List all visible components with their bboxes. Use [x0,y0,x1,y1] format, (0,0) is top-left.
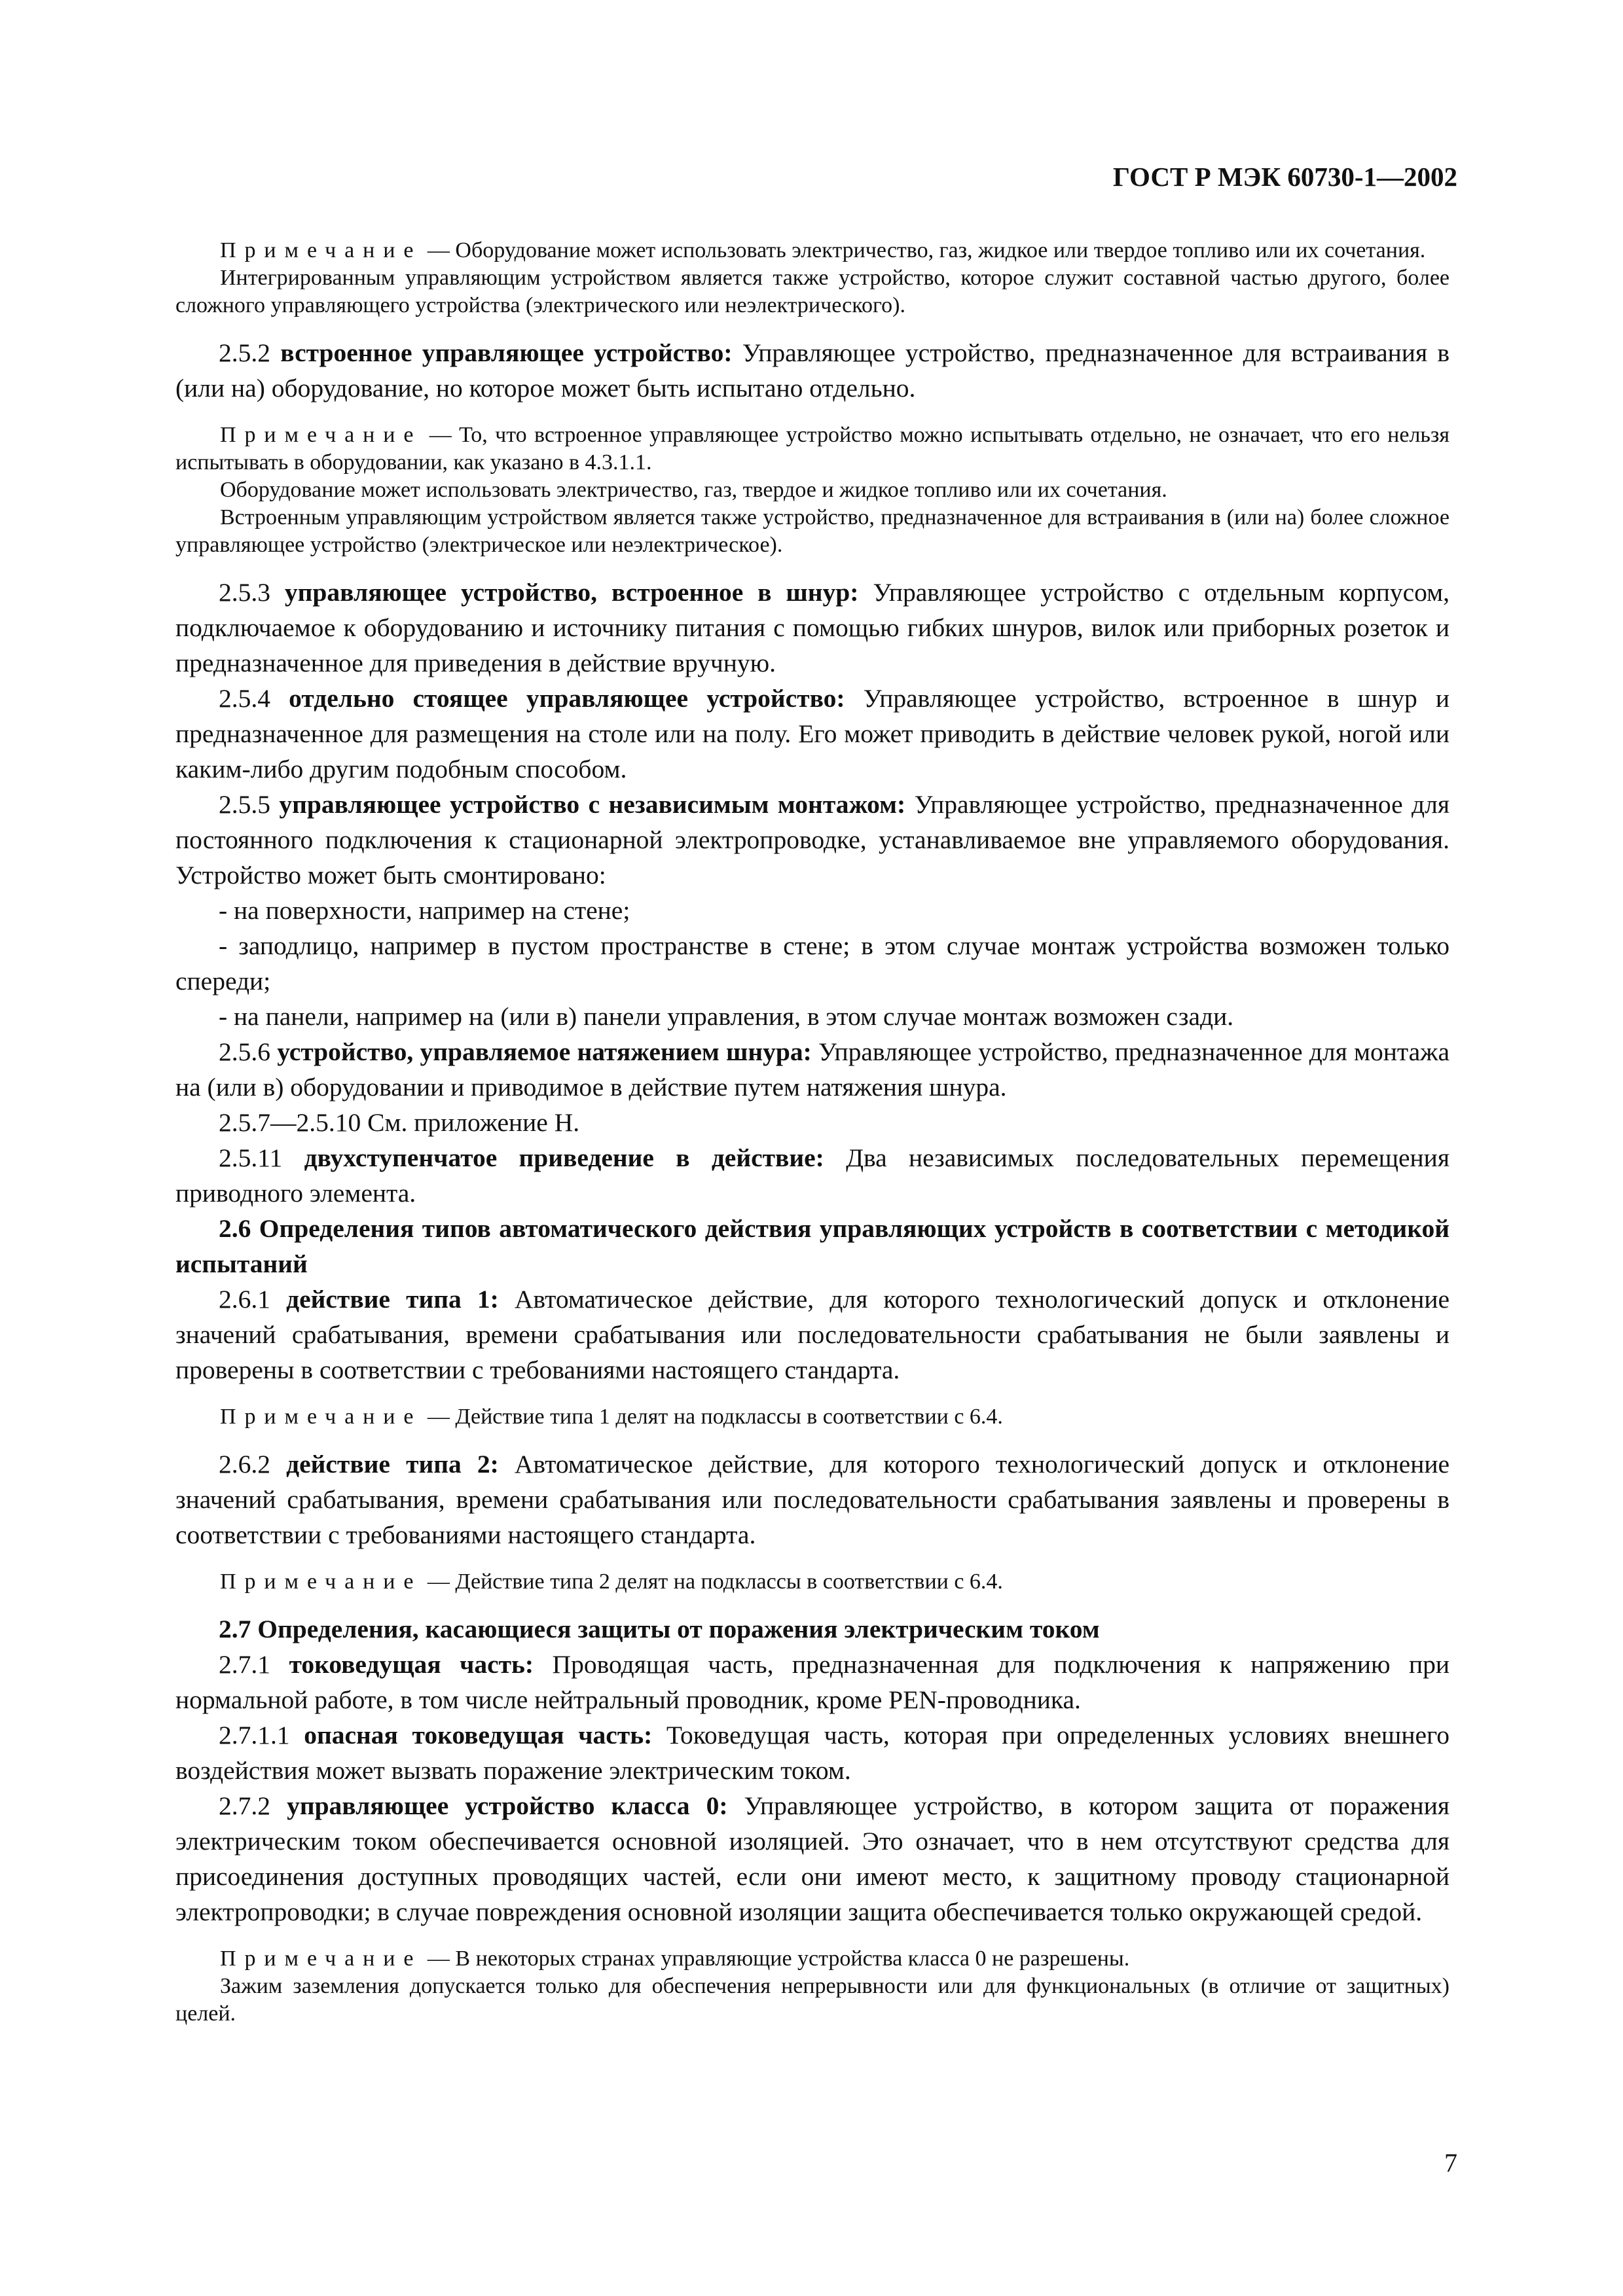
clause-number: 2.5.5 [219,790,280,819]
note-text: Действие типа 2 делят на подклассы в соответствии с 6.4. [455,1570,1003,1594]
definition: Управляющее устройство с отдельным корпусом, подключаемое к оборудованию и источнику питания с помощью гибких шнуров, вилок или приборных розеток и предназначенное для приведения в действие вручную. [175,578,1450,677]
note-dash: — [422,1405,456,1429]
definition: Управляющее устройство, предназначенное для встраивания в (или на) оборудование, но которое может быть испытано отдельно. [175,338,1450,403]
note-extra-2-7-2: Зажим заземления допускается только для обеспечения непрерывности или для функциональных (в отличие от защитных) целей. [175,1974,1450,2026]
note-label: Примечание [220,1570,422,1594]
paragraph-2-5-4 [175,681,1450,787]
heading-text: 2.7 Определения, касающиеся защиты от поражения электрическим током [219,1615,1100,1643]
note-text: То, что встроенное управляющее устройство можно испытывать отдельно, не означает, что его нельзя испытывать в оборудовании, как указано в 4.3.1.1. [175,423,1450,475]
paragraph-2-7-1 [175,1647,1450,1717]
clause-number: 2.5.4 [219,684,289,713]
definition: Проводящая часть, предназначенная для подключения к напряжению при нормальной работе, в том числе нейтральный проводник, кроме PEN-проводника. [175,1650,1450,1714]
document-body [175,237,1450,2028]
clause-number: 2.7.1.1 [219,1721,304,1749]
clause-number: 2.5.3 [219,578,285,607]
note-2-5-2 [175,422,1450,476]
paragraph-2-5-6 [175,1034,1450,1105]
note-extra-2-5-1: Интегрированным управляющим устройством является также устройство, которое служит составной частью другого, более сложного управляющего устройства (электрического или неэлектрического). [175,266,1450,317]
note-extra-2-5-2-b: Встроенным управляющим устройством является также устройство, предназначенное для встраивания в (или на) более сложное управляющее устройство (электрическое или неэлектрическое). [175,505,1450,557]
definition: Управляющее устройство, предназначенное для постоянного подключения к стационарной электропроводке, устанавливаемое вне управляемого оборудования. Устройство может быть смонтировано: [175,790,1450,889]
paragraph-2-5-7: 2.5.7—2.5.10 См. приложение Н. [219,1108,580,1137]
clause-number: 2.5.6 [219,1037,278,1066]
definition: Автоматическое действие, для которого технологический допуск и отклонение значений срабатывания, времени срабатывания или последовательности срабатывания не были заявлены и проверены в соответствии с требованиями настоящего стандарта. [175,1285,1450,1384]
term: устройство, управляемое натяжением шнура: [277,1037,812,1066]
note-label: Примечание [220,238,422,262]
note-2-7-2 [175,1945,1450,1973]
note-label: Примечание [220,1405,422,1429]
definition: Управляющее устройство, в котором защита от поражения электрическим током обеспечивается основной изоляцией. Это означает, что в нем отсутствуют средства для присоединения доступных проводящих частей, если они имеют место, к защитному проводу стационарной электропроводки; в случае повреждения основной изоляции защита обеспечивается только окружающей средой. [175,1791,1450,1926]
term: двухступенчатое приведение в действие: [304,1143,824,1172]
definition: Автоматическое действие, для которого технологический допуск и отклонение значений срабатывания, времени срабатывания или последовательности срабатывания заявлены и проверены в соответствии с требованиями настоящего стандарта. [175,1450,1450,1549]
note-dash: — [422,423,460,447]
standard-header: ГОСТ Р МЭК 60730-1—2002 [1112,162,1457,192]
clause-number: 2.6.2 [219,1450,287,1479]
clause-number: 2.5.2 [219,338,281,367]
note-2-6-2 [175,1568,1450,1596]
paragraph-2-5-5 [175,787,1450,893]
term: управляющее устройство класса 0: [287,1791,728,1820]
heading-text: 2.6 Определения типов автоматического действия управляющих устройств в соответствии с методикой испытаний [175,1214,1450,1278]
term: встроенное управляющее устройство: [280,338,733,367]
note-text: Оборудование может использовать электричество, газ, жидкое или твердое топливо или их сочетания. [455,238,1426,262]
note-dash: — [422,238,456,262]
note-dash: — [422,1570,456,1594]
list-item: - на поверхности, например на стене; [219,896,630,925]
note-label: Примечание [220,423,422,447]
clause-number: 2.7.2 [219,1791,287,1820]
definition: Управляющее устройство, предназначенное для монтажа на (или в) оборудовании и приводимое в действие путем натяжения шнура. [175,1037,1450,1102]
paragraph-2-5-11 [175,1140,1450,1211]
paragraph-2-5-3 [175,575,1450,681]
term: опасная токоведущая часть: [304,1721,653,1749]
clause-number: 2.7.1 [219,1650,289,1679]
paragraph-2-7-2 [175,1788,1450,1929]
definition: Два независимых последовательных перемещения приводного элемента. [175,1143,1450,1208]
list-item: - на панели, например на (или в) панели управления, в этом случае монтаж возможен сзади. [219,1002,1234,1031]
clause-number: 2.5.11 [219,1143,304,1172]
paragraph-2-6-1 [175,1282,1450,1388]
list-item: - заподлицо, например в пустом пространстве в стене; в этом случае монтаж устройства возможен только спереди; [175,931,1450,996]
paragraph-2-5-2 [175,335,1450,406]
note-extra-2-5-2-a: Оборудование может использовать электричество, газ, твердое и жидкое топливо или их сочетания. [220,478,1167,502]
page-number: 7 [1444,2148,1457,2178]
note-2-6-1 [175,1403,1450,1431]
term: управляющее устройство с независимым монтажом: [279,790,906,819]
term: отдельно стоящее управляющее устройство: [289,684,845,713]
paragraph-2-6-2 [175,1446,1450,1552]
term: управляющее устройство, встроенное в шнур: [284,578,859,607]
note-dash: — [422,1946,456,1971]
paragraph-2-7-1-1 [175,1717,1450,1788]
definition: Управляющее устройство, встроенное в шнур и предназначенное для размещения на столе или на полу. Его может приводить в действие человек рукой, ногой или каким-либо другим подобным способом. [175,684,1450,783]
section-heading-2-6 [175,1211,1450,1282]
section-heading-2-7 [175,1611,1450,1647]
note-text: Действие типа 1 делят на подклассы в соответствии с 6.4. [455,1405,1003,1429]
term: токоведущая часть: [289,1650,534,1679]
note-label: Примечание [220,1946,422,1971]
term: действие типа 2: [286,1450,499,1479]
note-text: В некоторых странах управляющие устройства класса 0 не разрешены. [455,1946,1130,1971]
definition: Токоведущая часть, которая при определенных условиях внешнего воздействия может вызвать поражение электрическим током. [175,1721,1450,1785]
term: действие типа 1: [286,1285,499,1314]
note-2-5-1 [175,237,1450,264]
clause-number: 2.6.1 [219,1285,287,1314]
